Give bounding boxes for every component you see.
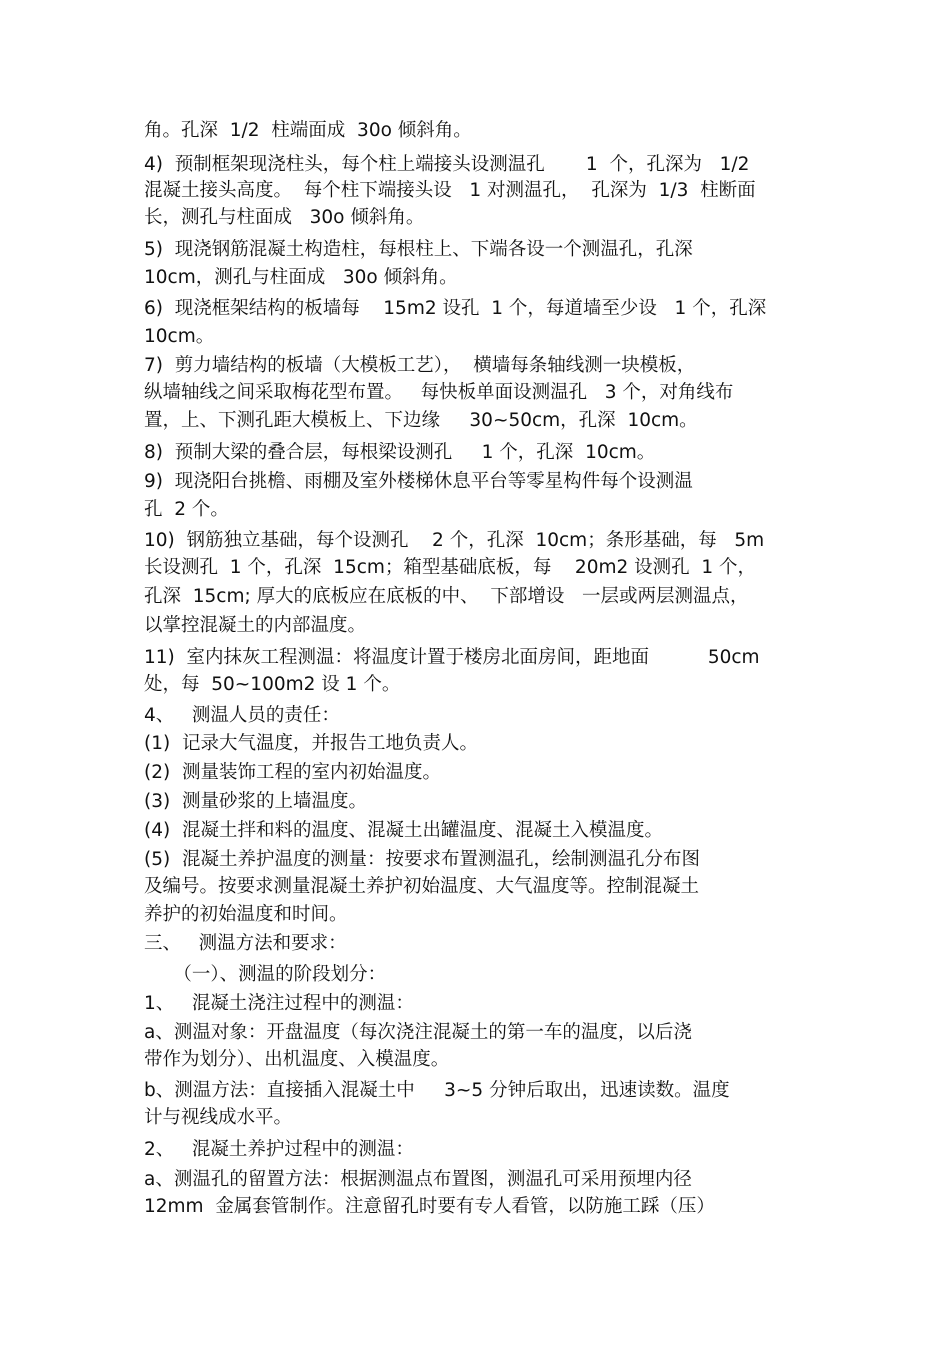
- text-line: 纵墙轴线之间采取梅花型布置。 每快板单面设测温孔 3 个，对角线布: [144, 382, 734, 403]
- text-line: 长设测孔 1 个，孔深 15cm；箱型基础底板，每 20m2 设测孔 1 个，: [144, 557, 757, 578]
- text-line: a、测温对象：开盘温度（每次浇注混凝土的第一车的温度，以后浇: [144, 1022, 692, 1043]
- text-line: 带作为划分）、出机温度、入模温度。: [144, 1049, 450, 1070]
- text-line: 三、 测温方法和要求：: [144, 933, 347, 954]
- text-line: 孔 2 个。: [144, 499, 229, 520]
- text-line: 长，测孔与柱面成 30o 倾斜角。: [144, 207, 425, 228]
- text-line: (5) 混凝土养护温度的测量：按要求布置测温孔，绘制测温孔分布图: [144, 849, 700, 870]
- text-line: 以掌控混凝土的内部温度。: [144, 615, 367, 636]
- text-line: 10cm，测孔与柱面成 30o 倾斜角。: [144, 267, 458, 288]
- text-line: a、测温孔的留置方法：根据测温点布置图，测温孔可采用预埋内径: [144, 1169, 692, 1190]
- text-line: 5) 现浇钢筋混凝土构造柱，每根柱上、下端各设一个测温孔，孔深: [144, 239, 693, 260]
- text-line: 12mm 金属套管制作。注意留孔时要有专人看管，以防施工踩（压）: [144, 1196, 715, 1217]
- text-line: 8) 预制大梁的叠合层，每根梁设测孔 1 个，孔深 10cm。: [144, 442, 656, 463]
- text-line: 置，上、下测孔距大模板上、下边缘 30~50cm，孔深 10cm。: [144, 410, 698, 431]
- text-line: 7) 剪力墙结构的板墙（大模板工艺）， 横墙每条轴线测一块模板，: [144, 355, 696, 376]
- text-line: 计与视线成水平。: [144, 1107, 293, 1128]
- text-line: 4) 预制框架现浇柱头，每个柱上端接头设测温孔 1 个，孔深为 1/2: [144, 154, 750, 175]
- text-line: 孔深 15cm; 厚大的底板应在底板的中、 下部增设 一层或两层测温点，: [144, 586, 749, 607]
- text-line: (2) 测量装饰工程的室内初始温度。: [144, 762, 441, 783]
- text-line: 9) 现浇阳台挑檐、雨棚及室外楼梯休息平台等零星构件每个设测温: [144, 471, 693, 492]
- text-line: 10) 钢筋独立基础，每个设测孔 2 个，孔深 10cm；条形基础，每 5m: [144, 530, 765, 551]
- text-line: 10cm。: [144, 326, 215, 347]
- text-line: 混凝土接头高度。 每个柱下端接头设 1 对测温孔， 孔深为 1/3 柱断面: [144, 180, 756, 201]
- text-line: (1) 记录大气温度，并报告工地负责人。: [144, 733, 478, 754]
- text-line: 1、 混凝土浇注过程中的测温：: [144, 993, 414, 1014]
- text-line: 4、 测温人员的责任：: [144, 705, 340, 726]
- text-line: 及编号。按要求测量混凝土养护初始温度、大气温度等。控制混凝土: [144, 876, 700, 897]
- text-line: b、测温方法：直接插入混凝土中 3~5 分钟后取出，迅速读数。温度: [144, 1080, 730, 1101]
- text-line: 2、 混凝土养护过程中的测温：: [144, 1139, 414, 1160]
- text-line: (3) 测量砂浆的上墙温度。: [144, 791, 367, 812]
- text-line: 6) 现浇框架结构的板墙每 15m2 设孔 1 个，每道墙至少设 1 个，孔深: [144, 298, 767, 319]
- text-line: 养护的初始温度和时间。: [144, 904, 348, 925]
- text-line: 处，每 50~100m2 设 1 个。: [144, 674, 401, 695]
- text-line: 11) 室内抹灰工程测温：将温度计置于楼房北面房间，距地面 50cm: [144, 647, 760, 668]
- text-line: 角。孔深 1/2 柱端面成 30o 倾斜角。: [144, 120, 472, 141]
- text-line: （一）、测温的阶段划分：: [144, 964, 387, 985]
- text-line: (4) 混凝土拌和料的温度、混凝土出罐温度、混凝土入模温度。: [144, 820, 663, 841]
